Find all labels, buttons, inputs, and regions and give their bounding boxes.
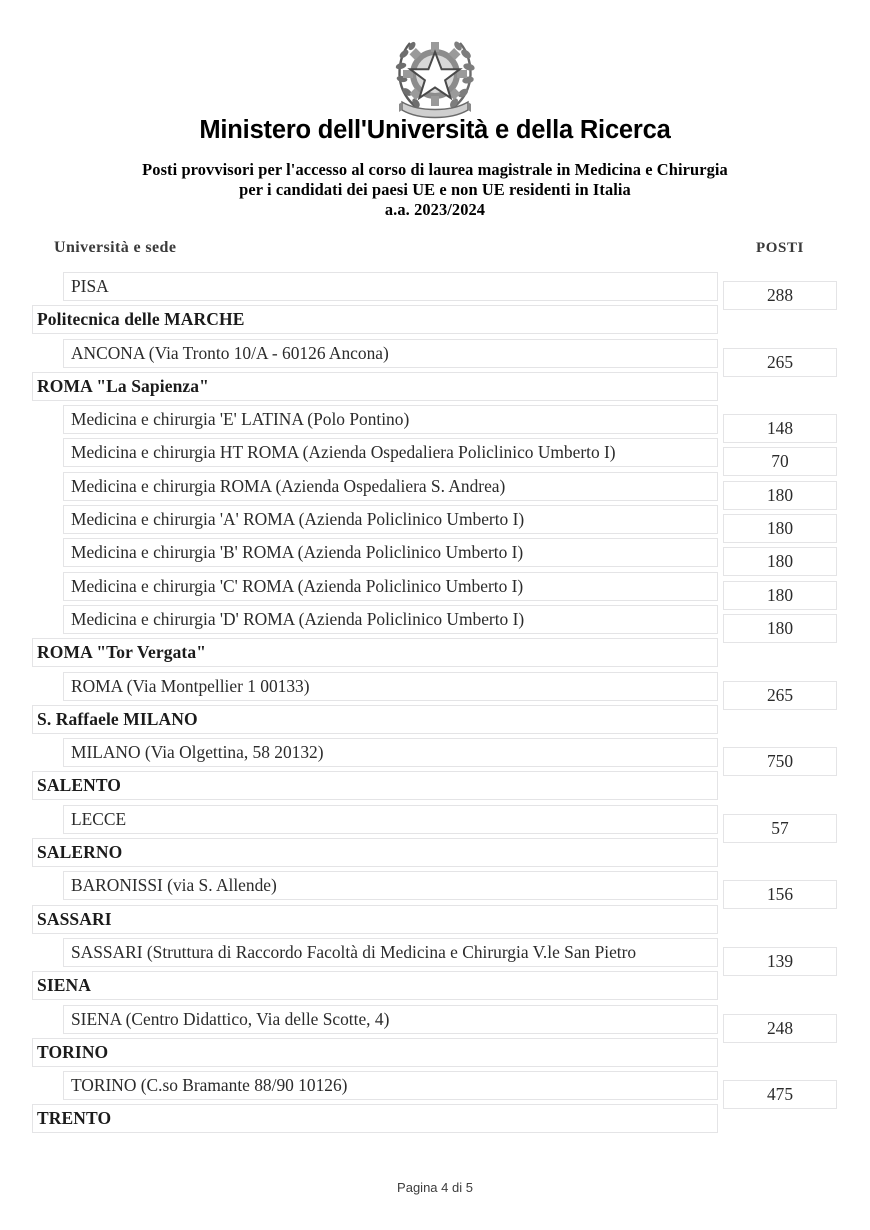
cell-text: BARONISSI (via S. Allende) — [71, 875, 277, 896]
site-name-cell — [63, 405, 718, 434]
site-name-cell — [63, 472, 718, 501]
table-row — [0, 672, 870, 705]
cell-text: TORINO — [37, 1041, 109, 1062]
posti-value: 180 — [766, 617, 794, 638]
table-row — [0, 472, 870, 505]
italian-republic-emblem-icon — [389, 24, 481, 124]
site-name-cell — [63, 805, 718, 834]
cell-text: Medicina e chirurgia 'C' ROMA (Azienda Policlinico Umberto I) — [71, 575, 524, 596]
subtitle-line-1: Posti provvisori per l'accesso al corso di laurea magistrale in Medicina e Chirurgia — [142, 160, 728, 179]
posti-value: 57 — [771, 817, 789, 838]
table-row — [0, 405, 870, 438]
posti-value: 156 — [766, 884, 794, 905]
cell-text: PISA — [71, 276, 109, 296]
table-row-group — [0, 971, 870, 1004]
posti-value: 265 — [766, 351, 794, 372]
cell-text: SASSARI (Struttura di Raccordo Facoltà di Medicina e Chirurgia V.le San Pietro — [71, 941, 637, 962]
cell-text: ROMA "La Sapienza" — [37, 375, 209, 396]
column-header-posti: POSTI — [755, 240, 804, 256]
table-row — [0, 538, 870, 571]
posti-value: 288 — [766, 285, 794, 305]
group-name-cell — [32, 705, 718, 734]
cell-text: SALERNO — [37, 842, 123, 863]
table-row-group — [0, 1038, 870, 1071]
cell-text: TORINO (C.so Bramante 88/90 10126) — [71, 1075, 348, 1096]
site-name-cell — [63, 1071, 718, 1100]
cell-text: Medicina e chirurgia HT ROMA (Azienda Ospedaliera Policlinico Umberto I) — [71, 442, 616, 463]
subtitle-line-3: a.a. 2023/2024 — [384, 200, 486, 219]
cell-text: Politecnica delle MARCHE — [37, 309, 245, 330]
table-row-group — [0, 838, 870, 871]
table-row — [0, 272, 870, 305]
table-row-group — [0, 905, 870, 938]
posti-value: 180 — [766, 584, 794, 605]
table-row-group — [0, 771, 870, 804]
site-name-cell — [63, 1005, 718, 1034]
cell-text: SALENTO — [37, 775, 122, 796]
posti-value: 180 — [766, 484, 794, 505]
table-row-group — [0, 705, 870, 738]
cell-text: SIENA (Centro Didattico, Via delle Scotte, 4) — [71, 1008, 390, 1029]
table-row — [0, 805, 870, 838]
group-name-cell — [32, 905, 718, 934]
page-title: Ministero dell'Università e della Ricerca — [199, 116, 671, 144]
cell-text: LECCE — [71, 808, 127, 829]
site-name-cell — [63, 871, 718, 900]
posti-value: 139 — [766, 950, 794, 971]
posti-value: 70 — [771, 451, 789, 472]
site-name-cell — [63, 672, 718, 701]
cell-text: TRENTO — [37, 1108, 112, 1129]
cell-text: ROMA "Tor Vergata" — [37, 642, 207, 663]
cell-text: SIENA — [37, 975, 91, 996]
table-row — [0, 738, 870, 771]
site-name-cell — [63, 538, 718, 567]
posti-value: 750 — [766, 751, 794, 772]
table-row — [0, 871, 870, 904]
cell-text: S. Raffaele MILANO — [37, 708, 198, 729]
cell-text: Medicina e chirurgia ROMA (Azienda Ospedaliera S. Andrea) — [71, 475, 506, 496]
cell-text: ANCONA (Via Tronto 10/A - 60126 Ancona) — [71, 342, 389, 363]
group-name-cell — [32, 638, 718, 667]
table-row — [0, 605, 870, 638]
site-name-cell — [63, 339, 718, 368]
subtitle-block — [0, 160, 870, 220]
table-row — [0, 438, 870, 471]
posti-value: 148 — [766, 418, 794, 439]
table-row-group — [0, 372, 870, 405]
posti-value: 180 — [766, 551, 794, 572]
subtitle-line-2: per i candidati dei paesi UE e non UE residenti in Italia — [239, 180, 631, 199]
cell-text: Medicina e chirurgia 'D' ROMA (Azienda Policlinico Umberto I) — [71, 608, 525, 629]
cell-text: MILANO (Via Olgettina, 58 20132) — [71, 742, 324, 763]
table-row — [0, 1005, 870, 1038]
table-row — [0, 339, 870, 372]
posti-value: 265 — [766, 684, 794, 705]
posti-value: 180 — [766, 518, 794, 539]
group-name-cell — [32, 771, 718, 800]
table-row-group — [0, 638, 870, 671]
table-row — [0, 1071, 870, 1104]
table-row — [0, 572, 870, 605]
cell-text: Medicina e chirurgia 'A' ROMA (Azienda Policlinico Umberto I) — [71, 509, 525, 530]
site-name-cell — [63, 505, 718, 534]
cell-text: SASSARI — [37, 908, 112, 929]
cell-text: Medicina e chirurgia 'B' ROMA (Azienda Policlinico Umberto I) — [71, 542, 524, 563]
cell-text: Medicina e chirurgia 'E' LATINA (Polo Pontino) — [71, 409, 410, 430]
site-name-cell — [63, 272, 718, 301]
posti-value: 475 — [766, 1084, 794, 1105]
column-header-universita-e-sede: Università e sede — [54, 239, 177, 256]
group-name-cell — [32, 1104, 718, 1133]
group-name-cell — [32, 838, 718, 867]
table-row — [0, 505, 870, 538]
cell-text: ROMA (Via Montpellier 1 00133) — [71, 675, 310, 696]
site-name-cell — [63, 938, 718, 967]
site-name-cell — [63, 438, 718, 467]
table-body — [0, 272, 870, 1138]
page-footer: Pagina 4 di 5 — [397, 1180, 473, 1195]
group-name-cell — [32, 971, 718, 1000]
emblem-container — [0, 24, 870, 124]
site-name-cell — [63, 572, 718, 601]
site-name-cell — [63, 605, 718, 634]
posti-value: 248 — [766, 1017, 794, 1038]
group-name-cell — [32, 1038, 718, 1067]
table-row-group — [0, 305, 870, 338]
group-name-cell — [32, 372, 718, 401]
group-name-cell — [32, 305, 718, 334]
table-row-group — [0, 1104, 870, 1137]
site-name-cell — [63, 738, 718, 767]
table-row — [0, 938, 870, 971]
